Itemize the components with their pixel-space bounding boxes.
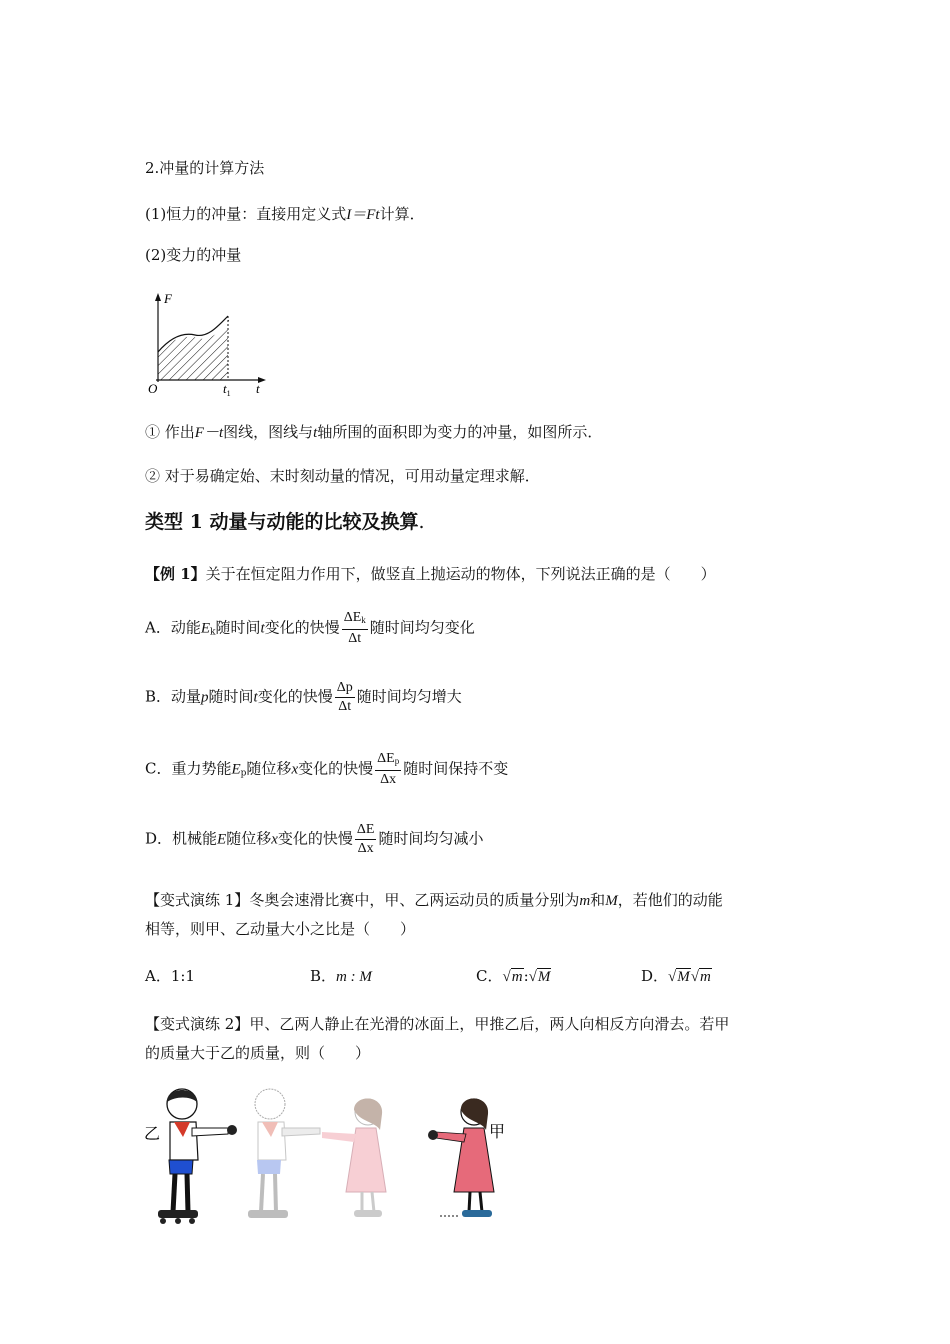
girl-figure [428, 1098, 494, 1217]
example1-option-c[interactable]: C．重力势能$E_p$随位移x变化的快慢 $\frac{\Delta E_p}{\Delta x}$ 随时间保持不变 [145, 751, 509, 787]
variant1-option-d[interactable]: D．√M√m [641, 967, 711, 985]
fraction-dE-dx: $\frac{\Delta E}{\Delta x}$ [356, 822, 375, 856]
method-2: ② 对于易确定始、末时刻动量的情况，可用动量定理求解． [145, 467, 540, 485]
boy-motion-ghost [248, 1089, 320, 1218]
paragraph-constant-force: (1)恒力的冲量：直接用定义式I＝Ft计算． [145, 205, 425, 223]
example1-option-d[interactable]: D．机械能E随位移x变化的快慢 $\frac{\Delta E}{\Delta x}$ 随时间均匀减小 [145, 822, 484, 856]
axis-label-t: t [256, 381, 260, 396]
label-yi: 乙 [144, 1126, 161, 1143]
fraction-dp-dt: $\frac{\Delta p}{\Delta t}$ [336, 680, 353, 714]
variant1-line2: 相等，则甲、乙动量大小之比是（ ） [145, 920, 416, 938]
boy-figure [158, 1089, 237, 1224]
t1-label: $t_1$ [223, 381, 231, 398]
section-title: 2.冲量的计算方法 [145, 159, 265, 177]
variant1-option-b[interactable]: B．m : M [310, 967, 372, 985]
girl-motion-ghost [322, 1098, 386, 1217]
origin-label: O [148, 381, 158, 396]
label-jia: 甲 [489, 1124, 506, 1141]
type-heading: 类型 1 动量与动能的比较及换算. [145, 511, 425, 533]
variant1-option-a[interactable]: A．1:1 [145, 967, 195, 985]
fraction-dEp-dx: $\frac{\Delta E_p}{\Delta x}$ [377, 751, 400, 787]
example1-stem: 【例 1】关于在恒定阻力作用下，做竖直上抛运动的物体，下列说法正确的是（ ） [145, 565, 716, 583]
example1-option-b[interactable]: B．动量p随时间t变化的快慢 $\frac{\Delta p}{\Delta t}$ 随时间均匀增大 [145, 680, 462, 714]
shaded-area [158, 316, 230, 380]
formula: I＝Ft [346, 207, 380, 223]
variant1-line1: 【变式演练 1】冬奥会速滑比赛中，甲、乙两运动员的质量分别为m和M，若他们的动能 [145, 891, 723, 909]
variant1-option-c[interactable]: C．√m:√M [476, 967, 551, 985]
fraction-dEk-dt: $\frac{\Delta E_k}{\Delta t}$ [343, 610, 366, 646]
variant2-line1: 【变式演练 2】甲、乙两人静止在光滑的冰面上，甲推乙后，两人向相反方向滑去。若甲 [145, 1015, 730, 1033]
skaters-illustration [140, 1082, 520, 1232]
paragraph-variable-force: (2)变力的冲量 [145, 246, 242, 264]
force-time-graph [140, 290, 275, 398]
axis-label-F: F [164, 291, 172, 306]
variant2-line2: 的质量大于乙的质量，则（ ） [145, 1044, 371, 1062]
example1-option-a[interactable]: A．动能$E_k$随时间t变化的快慢 $\frac{\Delta E_k}{\Delta t}$ 随时间均匀变化 [145, 610, 475, 646]
method-1: ① 作出F－t图线，图线与t轴所围的面积即为变力的冲量，如图所示． [145, 423, 603, 441]
